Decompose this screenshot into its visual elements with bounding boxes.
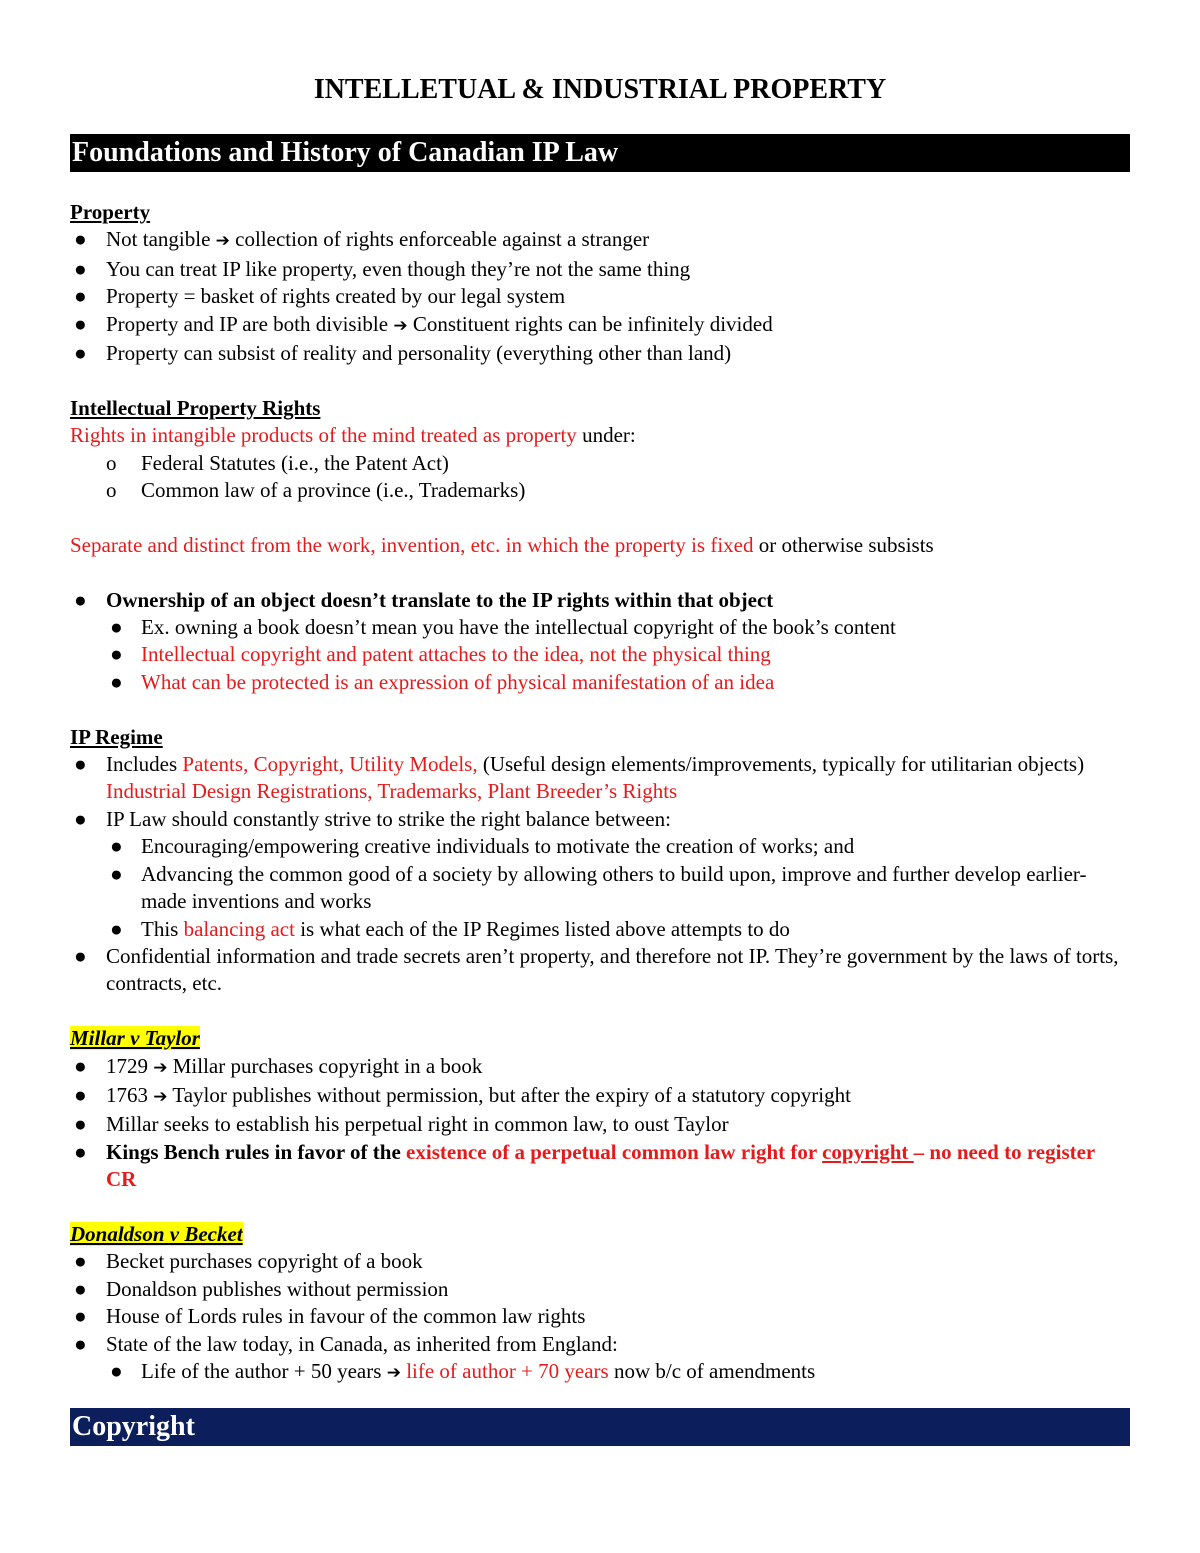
document-title: INTELLETUAL & INDUSTRIAL PROPERTY [313,74,887,105]
heading-ip-regime: IP Regime [70,724,163,749]
bullet-icon: ● [74,587,87,612]
arrow-right-icon: ➔ [153,1057,168,1078]
bullet-icon: ● [110,615,123,640]
bullet-icon: ● [74,1249,87,1274]
heading-millar-v-taylor: Millar v Taylor [70,1026,200,1051]
document-page [70,68,1130,1446]
bullet-icon: ● [110,642,123,667]
list-item: ● Becket purchases copyright of a book [70,1248,1130,1275]
list-item: ● Confidential information and trade secrets aren’t property, and therefore not IP. They’re government by the laws of torts, contracts, etc. [74,943,1119,996]
bullet-icon: ● [110,669,123,694]
ipr-intro: Rights in intangible products of the mind treated as property under: [70,423,636,448]
list-item: ● Ownership of an object doesn’t translate to the IP rights within that object [70,587,1130,614]
list-item: ● Encouraging/empowering creative individuals to motivate the creation of works; and [70,833,1130,860]
ipr-sources-list [70,450,1130,505]
section-banner-foundations: Foundations and History of Canadian IP Law [70,134,1130,172]
property-list [70,226,1130,367]
list-item: ● Advancing the common good of a society by allowing others to build upon, improve and further develop earlier-made inventions and works [110,861,1087,914]
bullet-icon: ● [74,227,87,252]
ownership-list [70,587,1130,697]
bullet-icon: ● [74,1276,87,1301]
section-banner-copyright: Copyright [70,1408,1130,1446]
list-item: ● 1729 ➔ Millar purchases copyright in a book [70,1053,1130,1082]
list-item: ● Kings Bench rules in favor of the existence of a perpetual common law right for copyright – no need to register CR [74,1139,1095,1192]
bullet-icon: ● [74,1082,87,1107]
list-item: ● Property = basket of rights created by our legal system [70,283,1130,310]
heading-property: Property [70,200,151,224]
ip-regime-list [70,751,1130,998]
arrow-right-icon: ➔ [215,231,230,252]
list-item: ● What can be protected is an expression of physical manifestation of an idea [70,669,1130,696]
bullet-icon: ● [74,1053,87,1078]
heading-intellectual-property-rights: Intellectual Property Rights [70,395,321,420]
list-item: ● Millar seeks to establish his perpetual right in common law, to oust Taylor [70,1111,1130,1138]
list-item: ● This balancing act is what each of the IP Regimes listed above attempts to do [70,916,1130,943]
bullet-icon: ● [110,861,123,886]
list-item: o Federal Statutes (i.e., the Patent Act) [70,450,1130,477]
arrow-right-icon: ➔ [386,1362,401,1383]
heading-donaldson-v-becket: Donaldson v Becket [70,1221,243,1246]
bullet-icon: ● [74,943,87,968]
bullet-icon: ● [74,1304,87,1329]
bullet-icon: ● [74,1331,87,1356]
arrow-right-icon: ➔ [153,1086,168,1107]
bullet-icon: ● [110,916,123,941]
list-item: ● Intellectual copyright and patent attaches to the idea, not the physical thing [70,641,1130,668]
list-item: ● You can treat IP like property, even though they’re not the same thing [70,256,1130,283]
list-item: ● Not tangible ➔ collection of rights enforceable against a stranger [70,226,1130,255]
circle-bullet-icon: o [106,478,117,503]
bullet-icon: ● [74,1112,87,1137]
millar-list [70,1053,1130,1194]
bullet-icon: ● [110,1358,123,1383]
list-item: ● IP Law should constantly strive to strike the right balance between: [70,806,1130,833]
list-item: o Common law of a province (i.e., Trademarks) [70,477,1130,504]
list-item: ● Includes Patents, Copyright, Utility Models, (Useful design elements/improvements, typically for utilitarian objects) Industrial Design Registrations, Trademarks, Plant Breeder’s Rights [74,752,1085,804]
arrow-right-icon: ➔ [393,315,408,336]
list-item: ● House of Lords rules in favour of the common law rights [70,1303,1130,1330]
list-item: ● Property and IP are both divisible ➔ Constituent rights can be infinitely divided [70,311,1130,340]
list-item: ● State of the law today, in Canada, as inherited from England: [70,1331,1130,1358]
bullet-icon: ● [110,834,123,859]
bullet-icon: ● [74,1139,87,1164]
donaldson-list [70,1248,1130,1387]
bullet-icon: ● [74,311,87,336]
bullet-icon: ● [74,752,87,777]
list-item: ● Ex. owning a book doesn’t mean you have the intellectual copyright of the book’s content [70,614,1130,641]
circle-bullet-icon: o [106,450,117,475]
list-item: ● Life of the author + 50 years ➔ life of author + 70 years now b/c of amendments [70,1358,1130,1387]
list-item: ● Property can subsist of reality and personality (everything other than land) [70,340,1130,367]
bullet-icon: ● [74,284,87,309]
list-item: ● 1763 ➔ Taylor publishes without permission, but after the expiry of a statutory copyright [70,1082,1130,1111]
bullet-icon: ● [74,256,87,281]
ipr-separate-paragraph: Separate and distinct from the work, invention, etc. in which the property is fixed or otherwise subsists [70,532,934,557]
list-item: ● Donaldson publishes without permission [70,1276,1130,1303]
bullet-icon: ● [74,341,87,366]
bullet-icon: ● [74,806,87,831]
